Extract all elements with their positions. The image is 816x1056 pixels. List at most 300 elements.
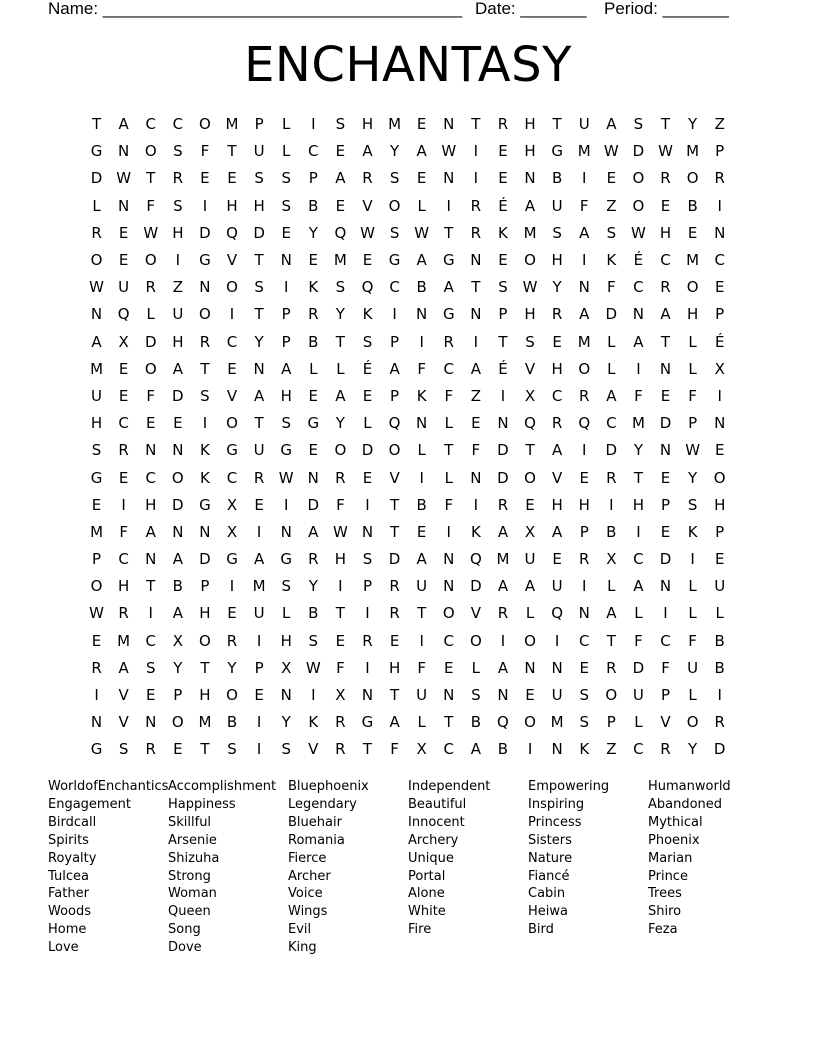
grid-letter[interactable]: R <box>714 169 725 188</box>
grid-letter[interactable]: W <box>278 468 294 487</box>
grid-letter[interactable]: E <box>335 196 346 215</box>
grid-letter[interactable]: A <box>389 713 400 732</box>
grid-letter[interactable]: B <box>606 522 617 541</box>
grid-letter[interactable]: A <box>362 142 373 161</box>
grid-letter[interactable]: G <box>226 550 238 569</box>
period-field-label[interactable]: Period: _______ <box>604 0 729 18</box>
grid-letter[interactable]: A <box>172 604 183 623</box>
grid-letter[interactable]: Y <box>688 468 698 487</box>
grid-letter[interactable]: B <box>308 332 319 351</box>
grid-letter[interactable]: E <box>606 169 617 188</box>
grid-letter[interactable]: D <box>253 223 265 242</box>
grid-letter[interactable]: E <box>660 196 671 215</box>
grid-letter[interactable]: G <box>442 305 455 324</box>
grid-letter[interactable]: H <box>199 604 211 623</box>
grid-letter[interactable]: I <box>419 332 424 351</box>
grid-letter[interactable]: N <box>551 658 563 677</box>
grid-letter[interactable]: U <box>632 686 644 705</box>
grid-letter[interactable]: S <box>281 169 291 188</box>
grid-letter[interactable]: U <box>416 686 428 705</box>
grid-letter[interactable]: T <box>227 142 237 161</box>
grid-letter[interactable]: M <box>333 251 347 270</box>
grid-letter[interactable]: P <box>92 550 102 569</box>
grid-letter[interactable]: M <box>550 713 564 732</box>
grid-letter[interactable]: K <box>200 468 210 487</box>
grid-letter[interactable]: C <box>443 359 454 378</box>
grid-letter[interactable]: E <box>362 386 373 405</box>
grid-letter[interactable]: T <box>444 713 454 732</box>
grid-letter[interactable]: A <box>145 522 156 541</box>
grid-letter[interactable]: S <box>173 196 183 215</box>
grid-letter[interactable]: A <box>579 305 590 324</box>
grid-letter[interactable]: P <box>390 332 400 351</box>
grid-letter[interactable]: N <box>524 658 536 677</box>
grid-letter[interactable]: A <box>335 386 346 405</box>
grid-letter[interactable]: S <box>579 686 589 705</box>
grid-letter[interactable]: H <box>686 305 699 324</box>
grid-letter[interactable]: S <box>525 332 535 351</box>
grid-letter[interactable]: I <box>311 686 316 705</box>
grid-letter[interactable]: A <box>335 169 346 188</box>
grid-letter[interactable]: N <box>524 169 536 188</box>
grid-letter[interactable]: E <box>91 631 102 650</box>
grid-letter[interactable]: O <box>226 278 238 297</box>
grid-letter[interactable]: N <box>497 686 509 705</box>
grid-letter[interactable]: U <box>714 577 726 596</box>
grid-letter[interactable]: P <box>715 142 725 161</box>
grid-letter[interactable]: M <box>631 414 645 433</box>
grid-letter[interactable]: T <box>525 441 535 460</box>
grid-letter[interactable]: E <box>308 251 319 270</box>
grid-letter[interactable]: C <box>308 142 319 161</box>
grid-letter[interactable]: D <box>713 740 726 759</box>
grid-letter[interactable]: F <box>634 386 643 405</box>
grid-letter[interactable]: H <box>524 115 536 134</box>
grid-letter[interactable]: T <box>444 223 454 242</box>
grid-letter[interactable]: F <box>444 386 454 405</box>
grid-letter[interactable]: B <box>687 196 698 215</box>
grid-letter[interactable]: O <box>469 631 482 650</box>
grid-letter[interactable]: P <box>660 495 671 514</box>
grid-letter[interactable]: W <box>332 522 348 541</box>
grid-letter[interactable]: K <box>308 278 319 297</box>
grid-letter[interactable]: F <box>444 495 454 514</box>
grid-letter[interactable]: F <box>471 441 481 460</box>
grid-letter[interactable]: H <box>388 658 401 677</box>
grid-letter[interactable]: N <box>470 305 482 324</box>
grid-letter[interactable]: R <box>579 550 590 569</box>
grid-letter[interactable]: H <box>172 332 184 351</box>
grid-letter[interactable]: S <box>606 223 617 242</box>
grid-letter[interactable]: I <box>582 577 587 596</box>
grid-letter[interactable]: E <box>254 686 264 705</box>
grid-letter[interactable]: A <box>416 550 427 569</box>
grid-letter[interactable]: T <box>146 169 156 188</box>
grid-letter[interactable]: O <box>199 631 211 650</box>
grid-letter[interactable]: I <box>392 305 397 324</box>
grid-letter[interactable]: H <box>632 495 645 514</box>
grid-letter[interactable]: E <box>335 631 346 650</box>
grid-letter[interactable]: I <box>202 414 208 433</box>
grid-letter[interactable]: D <box>172 386 184 405</box>
grid-letter[interactable]: R <box>335 468 346 487</box>
grid-letter[interactable]: O <box>524 251 536 270</box>
grid-letter[interactable]: R <box>91 658 102 677</box>
grid-letter[interactable]: Q <box>117 305 130 324</box>
grid-letter[interactable]: G <box>442 251 455 270</box>
grid-letter[interactable]: P <box>173 686 183 705</box>
grid-letter[interactable]: Y <box>335 414 345 433</box>
grid-letter[interactable]: E <box>118 468 129 487</box>
grid-letter[interactable]: É <box>714 332 725 351</box>
grid-letter[interactable]: T <box>660 115 671 134</box>
grid-letter[interactable]: H <box>226 196 238 215</box>
grid-letter[interactable]: I <box>365 495 370 514</box>
grid-letter[interactable]: I <box>365 658 370 677</box>
grid-letter[interactable]: H <box>659 223 672 242</box>
grid-letter[interactable]: K <box>498 223 508 242</box>
grid-letter[interactable]: R <box>145 278 156 297</box>
grid-letter[interactable]: F <box>579 196 589 215</box>
grid-letter[interactable]: H <box>361 115 374 134</box>
grid-letter[interactable]: N <box>659 441 672 460</box>
grid-letter[interactable]: L <box>444 468 453 487</box>
grid-letter[interactable]: Y <box>173 658 183 677</box>
grid-letter[interactable]: S <box>687 495 698 514</box>
grid-letter[interactable]: W <box>116 169 132 188</box>
grid-letter[interactable]: Q <box>361 278 374 297</box>
grid-letter[interactable]: G <box>90 142 103 161</box>
grid-letter[interactable]: H <box>172 223 184 242</box>
grid-letter[interactable]: E <box>118 223 129 242</box>
grid-letter[interactable]: D <box>470 577 482 596</box>
grid-letter[interactable]: I <box>148 604 153 623</box>
grid-letter[interactable]: A <box>308 522 319 541</box>
grid-letter[interactable]: E <box>714 441 725 460</box>
grid-letter[interactable]: X <box>524 522 536 541</box>
grid-letter[interactable]: S <box>281 577 291 596</box>
grid-letter[interactable]: H <box>551 495 563 514</box>
grid-letter[interactable]: S <box>91 441 102 460</box>
grid-letter[interactable]: R <box>335 713 346 732</box>
grid-letter[interactable]: R <box>579 386 590 405</box>
grid-letter[interactable]: A <box>552 441 563 460</box>
grid-letter[interactable]: A <box>524 577 536 596</box>
grid-letter[interactable]: C <box>172 115 184 134</box>
grid-letter[interactable]: I <box>554 631 560 650</box>
grid-letter[interactable]: K <box>579 740 590 759</box>
grid-letter[interactable]: H <box>714 495 726 514</box>
grid-letter[interactable]: A <box>524 196 536 215</box>
grid-letter[interactable]: Q <box>388 414 401 433</box>
grid-letter[interactable]: E <box>498 142 508 161</box>
grid-letter[interactable]: T <box>254 251 264 270</box>
grid-letter[interactable]: R <box>714 713 725 732</box>
grid-letter[interactable]: R <box>606 468 617 487</box>
grid-letter[interactable]: Z <box>470 386 481 405</box>
grid-letter[interactable]: E <box>91 495 102 514</box>
grid-letter[interactable]: Y <box>227 658 237 677</box>
grid-letter[interactable]: E <box>227 359 237 378</box>
grid-letter[interactable]: N <box>578 604 590 623</box>
grid-letter[interactable]: T <box>389 495 400 514</box>
grid-letter[interactable]: N <box>578 278 590 297</box>
grid-letter[interactable]: N <box>172 441 184 460</box>
grid-letter[interactable]: B <box>497 740 509 759</box>
grid-letter[interactable]: F <box>119 522 128 541</box>
grid-letter[interactable]: E <box>471 414 481 433</box>
grid-letter[interactable]: S <box>200 386 210 405</box>
grid-letter[interactable]: R <box>362 631 373 650</box>
grid-letter[interactable]: I <box>229 305 235 324</box>
grid-letter[interactable]: S <box>362 550 373 569</box>
grid-letter[interactable]: M <box>252 577 266 596</box>
grid-letter[interactable]: V <box>524 359 536 378</box>
grid-letter[interactable]: R <box>145 740 156 759</box>
grid-letter[interactable]: N <box>199 278 211 297</box>
grid-letter[interactable]: E <box>173 740 183 759</box>
grid-letter[interactable]: G <box>90 468 103 487</box>
grid-letter[interactable]: A <box>281 359 292 378</box>
date-field-label[interactable]: Date: _______ <box>475 0 587 18</box>
grid-letter[interactable]: V <box>118 686 129 705</box>
grid-letter[interactable]: N <box>443 169 455 188</box>
grid-letter[interactable]: E <box>335 142 346 161</box>
grid-letter[interactable]: R <box>118 604 129 623</box>
grid-letter[interactable]: D <box>632 142 645 161</box>
grid-letter[interactable]: I <box>473 142 479 161</box>
grid-letter[interactable]: V <box>660 713 671 732</box>
grid-letter[interactable]: G <box>226 441 238 460</box>
grid-letter[interactable]: É <box>633 251 644 270</box>
grid-letter[interactable]: Q <box>578 414 591 433</box>
grid-letter[interactable]: R <box>606 658 617 677</box>
grid-letter[interactable]: I <box>582 441 587 460</box>
grid-letter[interactable]: Y <box>281 713 291 732</box>
grid-letter[interactable]: N <box>443 115 455 134</box>
grid-letter[interactable]: F <box>200 142 210 161</box>
grid-letter[interactable]: Q <box>226 223 238 242</box>
grid-letter[interactable]: E <box>416 169 427 188</box>
grid-letter[interactable]: G <box>199 251 211 270</box>
grid-letter[interactable]: I <box>283 495 289 514</box>
grid-letter[interactable]: É <box>498 359 508 378</box>
grid-letter[interactable]: G <box>199 495 211 514</box>
grid-letter[interactable]: S <box>281 196 291 215</box>
grid-letter[interactable]: P <box>715 305 725 324</box>
grid-letter[interactable]: E <box>714 278 725 297</box>
grid-letter[interactable]: A <box>497 577 509 596</box>
grid-letter[interactable]: L <box>688 686 697 705</box>
grid-letter[interactable]: C <box>714 251 725 270</box>
grid-letter[interactable]: X <box>226 495 238 514</box>
grid-letter[interactable]: S <box>281 414 291 433</box>
grid-letter[interactable]: E <box>281 223 291 242</box>
grid-letter[interactable]: B <box>714 658 725 677</box>
grid-letter[interactable]: A <box>253 386 265 405</box>
grid-letter[interactable]: H <box>524 305 536 324</box>
grid-letter[interactable]: D <box>632 658 645 677</box>
grid-letter[interactable]: A <box>660 305 671 324</box>
grid-letter[interactable]: L <box>715 604 724 623</box>
grid-letter[interactable]: A <box>497 522 509 541</box>
grid-letter[interactable]: O <box>632 169 645 188</box>
grid-letter[interactable]: S <box>118 740 129 759</box>
grid-letter[interactable]: V <box>552 468 563 487</box>
grid-letter[interactable]: S <box>471 686 481 705</box>
grid-letter[interactable]: Y <box>254 332 264 351</box>
grid-letter[interactable]: F <box>336 495 345 514</box>
grid-letter[interactable]: H <box>280 386 292 405</box>
grid-letter[interactable]: I <box>582 251 587 270</box>
grid-letter[interactable]: C <box>118 414 129 433</box>
grid-letter[interactable]: R <box>253 468 265 487</box>
grid-letter[interactable]: O <box>334 441 347 460</box>
grid-letter[interactable]: P <box>308 169 318 188</box>
grid-letter[interactable]: X <box>606 550 617 569</box>
grid-letter[interactable]: A <box>606 386 617 405</box>
grid-letter[interactable]: S <box>145 658 156 677</box>
grid-letter[interactable]: F <box>607 278 616 297</box>
name-field-label[interactable]: Name: ______________________________________ <box>48 0 463 18</box>
grid-letter[interactable]: A <box>172 359 183 378</box>
grid-letter[interactable]: R <box>660 278 671 297</box>
grid-letter[interactable]: V <box>226 251 238 270</box>
grid-letter[interactable]: P <box>254 658 264 677</box>
grid-letter[interactable]: C <box>633 550 644 569</box>
grid-letter[interactable]: R <box>389 577 400 596</box>
grid-letter[interactable]: O <box>171 713 184 732</box>
grid-letter[interactable]: U <box>253 441 265 460</box>
grid-letter[interactable]: O <box>524 713 536 732</box>
grid-letter[interactable]: I <box>202 196 208 215</box>
grid-letter[interactable]: G <box>551 142 563 161</box>
grid-letter[interactable]: C <box>633 740 644 759</box>
grid-letter[interactable]: E <box>308 441 319 460</box>
grid-letter[interactable]: I <box>419 631 424 650</box>
grid-letter[interactable]: C <box>606 414 617 433</box>
grid-letter[interactable]: E <box>579 658 589 677</box>
grid-letter[interactable]: M <box>686 142 700 161</box>
grid-letter[interactable]: N <box>443 550 455 569</box>
grid-letter[interactable]: D <box>497 441 509 460</box>
grid-letter[interactable]: C <box>226 468 238 487</box>
grid-letter[interactable]: I <box>229 577 235 596</box>
grid-letter[interactable]: Y <box>308 223 318 242</box>
grid-letter[interactable]: X <box>172 631 183 650</box>
grid-letter[interactable]: V <box>389 468 400 487</box>
grid-letter[interactable]: R <box>226 631 238 650</box>
grid-letter[interactable]: T <box>254 414 264 433</box>
grid-letter[interactable]: R <box>497 604 509 623</box>
grid-letter[interactable]: E <box>227 604 237 623</box>
grid-letter[interactable]: I <box>121 495 126 514</box>
grid-letter[interactable]: N <box>497 414 509 433</box>
grid-letter[interactable]: C <box>551 386 563 405</box>
grid-letter[interactable]: Y <box>335 305 345 324</box>
grid-letter[interactable]: H <box>280 631 292 650</box>
grid-letter[interactable]: Q <box>497 713 509 732</box>
grid-letter[interactable]: S <box>335 115 346 134</box>
grid-letter[interactable]: W <box>414 223 430 242</box>
grid-letter[interactable]: I <box>500 631 506 650</box>
grid-letter[interactable]: C <box>145 468 156 487</box>
grid-letter[interactable]: T <box>335 604 345 623</box>
grid-letter[interactable]: P <box>254 115 264 134</box>
grid-letter[interactable]: I <box>256 713 262 732</box>
grid-letter[interactable]: N <box>470 251 482 270</box>
grid-letter[interactable]: S <box>552 223 562 242</box>
grid-letter[interactable]: N <box>470 468 482 487</box>
grid-letter[interactable]: T <box>471 115 481 134</box>
grid-letter[interactable]: L <box>634 713 643 732</box>
grid-letter[interactable]: I <box>473 332 479 351</box>
grid-letter[interactable]: I <box>717 386 722 405</box>
grid-letter[interactable]: N <box>280 522 292 541</box>
grid-letter[interactable]: S <box>308 631 319 650</box>
grid-letter[interactable]: D <box>144 332 157 351</box>
grid-letter[interactable]: P <box>390 386 400 405</box>
grid-letter[interactable]: R <box>118 441 129 460</box>
grid-letter[interactable]: O <box>144 359 157 378</box>
grid-letter[interactable]: L <box>607 359 616 378</box>
grid-letter[interactable]: Y <box>308 577 318 596</box>
grid-letter[interactable]: L <box>417 441 426 460</box>
grid-letter[interactable]: R <box>308 550 319 569</box>
grid-letter[interactable]: E <box>200 169 210 188</box>
grid-letter[interactable]: I <box>419 468 424 487</box>
grid-letter[interactable]: O <box>578 359 591 378</box>
grid-letter[interactable]: D <box>361 441 374 460</box>
grid-letter[interactable]: I <box>473 495 479 514</box>
grid-letter[interactable]: T <box>660 332 671 351</box>
grid-letter[interactable]: P <box>606 713 616 732</box>
grid-letter[interactable]: K <box>416 386 427 405</box>
grid-letter[interactable]: F <box>417 359 426 378</box>
grid-letter[interactable]: O <box>605 686 618 705</box>
grid-letter[interactable]: R <box>362 169 373 188</box>
grid-letter[interactable]: R <box>470 196 482 215</box>
grid-letter[interactable]: O <box>686 169 699 188</box>
grid-letter[interactable]: R <box>551 305 563 324</box>
grid-letter[interactable]: T <box>417 604 427 623</box>
grid-letter[interactable]: T <box>606 631 616 650</box>
grid-letter[interactable]: A <box>416 251 427 270</box>
grid-letter[interactable]: W <box>522 278 538 297</box>
grid-letter[interactable]: P <box>715 522 725 541</box>
grid-letter[interactable]: W <box>685 441 701 460</box>
grid-letter[interactable]: B <box>172 577 183 596</box>
grid-letter[interactable]: L <box>444 414 453 433</box>
grid-letter[interactable]: L <box>688 577 697 596</box>
grid-letter[interactable]: T <box>146 577 156 596</box>
grid-letter[interactable]: D <box>659 414 672 433</box>
grid-letter[interactable]: L <box>688 604 697 623</box>
grid-letter[interactable]: L <box>688 332 697 351</box>
grid-letter[interactable]: F <box>688 631 697 650</box>
grid-letter[interactable]: E <box>660 386 671 405</box>
grid-letter[interactable]: V <box>308 740 319 759</box>
grid-letter[interactable]: N <box>253 359 265 378</box>
grid-letter[interactable]: O <box>686 713 699 732</box>
grid-letter[interactable]: C <box>145 115 156 134</box>
grid-letter[interactable]: H <box>253 196 265 215</box>
grid-letter[interactable]: L <box>336 359 345 378</box>
grid-letter[interactable]: U <box>172 305 184 324</box>
grid-letter[interactable]: R <box>91 223 102 242</box>
grid-letter[interactable]: S <box>389 223 400 242</box>
grid-letter[interactable]: M <box>577 332 591 351</box>
